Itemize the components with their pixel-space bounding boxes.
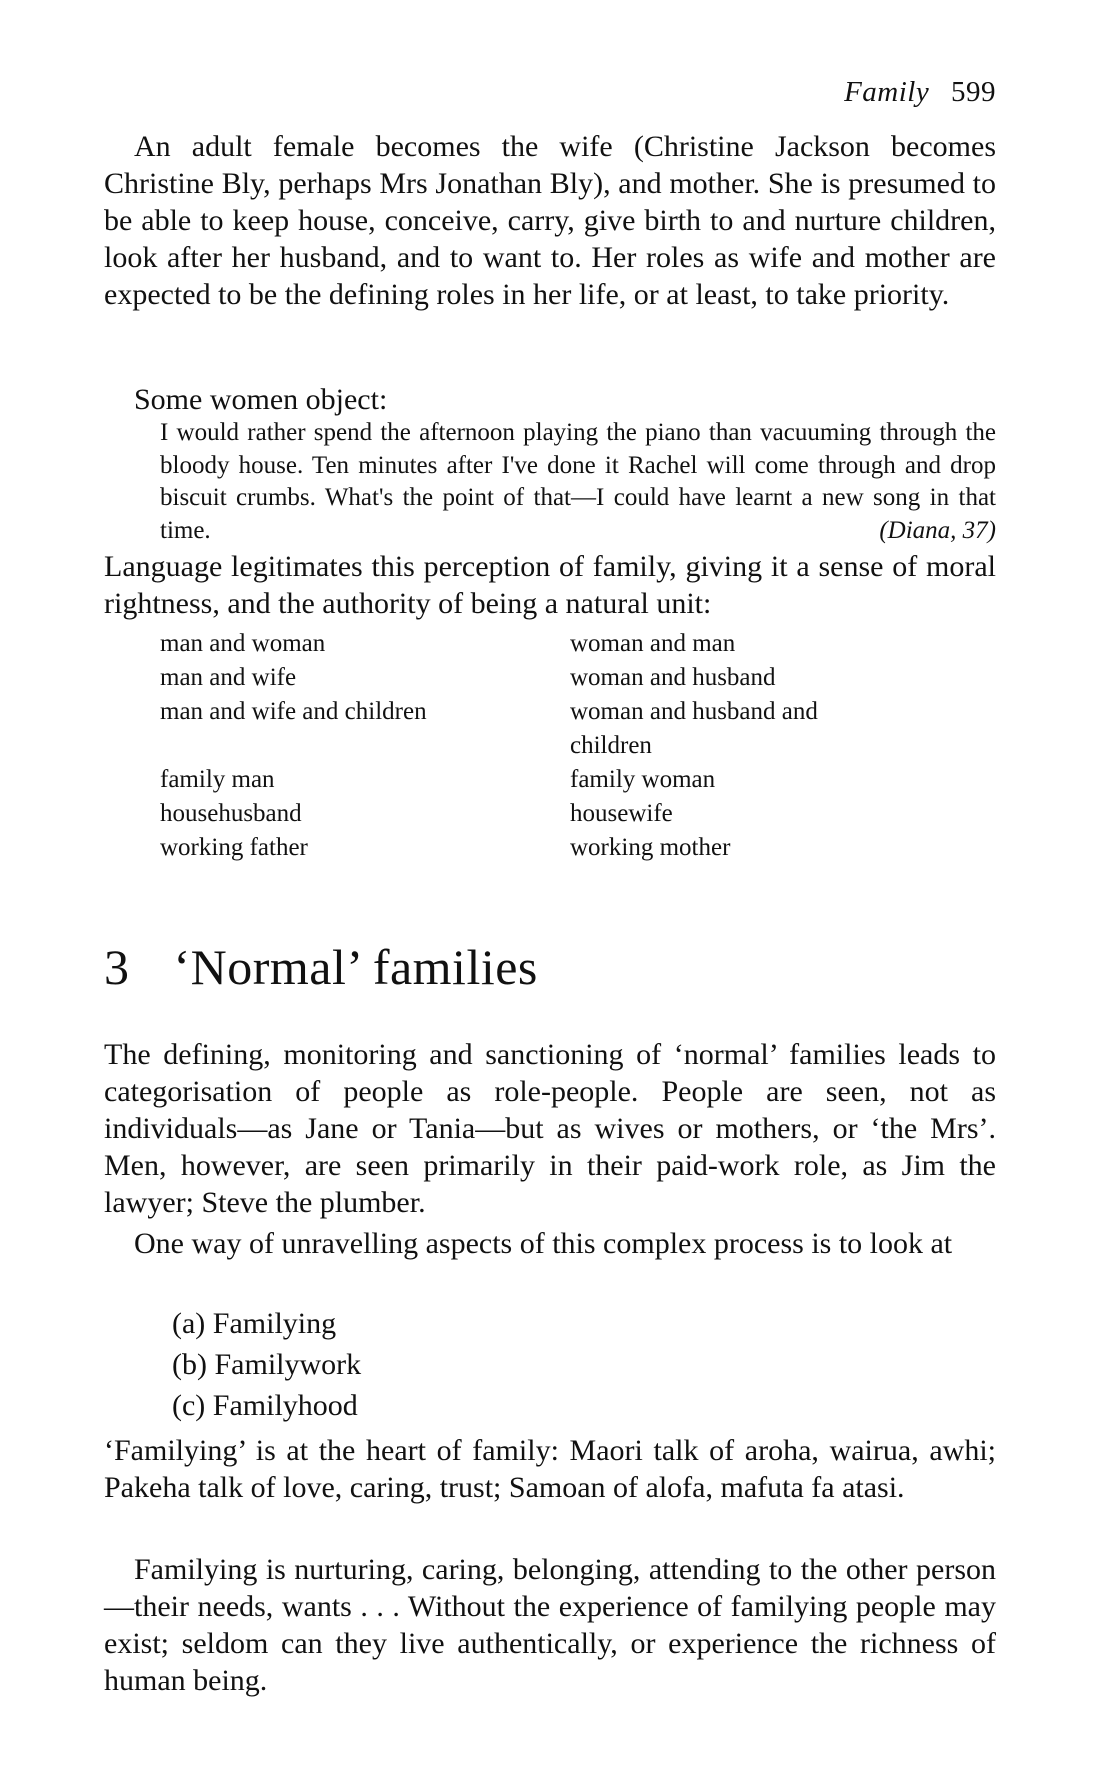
word-pair-row bbox=[160, 729, 960, 763]
list-item: (b) Familywork bbox=[172, 1348, 362, 1381]
paragraph-text: Familying is nurturing, caring, belonging, attending to the other person—their needs, wants . . . Without the experience of familying people may exist; seldom can they live authentically, or experience the richness of human being. bbox=[104, 1553, 996, 1697]
paragraph-text: One way of unravelling aspects of this complex process is to look at bbox=[134, 1227, 953, 1260]
word-pair-left: family man bbox=[160, 766, 275, 793]
paragraph-text: The defining, monitoring and sanctioning of ‘normal’ families leads to categorisation of people as role-people. People are seen, not as individuals—as Jane or Tania—but as wives or mothers, or ‘the Mrs’. Men, however, are seen primarily in their paid-work role, as Jim the lawyer; Steve the plumber. bbox=[104, 1038, 996, 1219]
paragraph-role-people bbox=[104, 1036, 996, 1221]
word-pair-left: man and wife bbox=[160, 664, 297, 691]
paragraph-unravelling bbox=[104, 1225, 996, 1262]
quote-citation: (Diana, 37) bbox=[879, 516, 996, 544]
running-head bbox=[844, 76, 996, 109]
list-item: (c) Familyhood bbox=[172, 1389, 358, 1422]
section-heading bbox=[104, 938, 538, 996]
paragraph-text: ‘Familying’ is at the heart of family: Maori talk of aroha, wairua, awhi; Pakeha talk of love, caring, trust; Samoan of alofa, mafuta fa atasi. bbox=[104, 1434, 996, 1504]
word-pair-row bbox=[160, 763, 960, 797]
word-pair-right: woman and man bbox=[570, 630, 736, 657]
word-pair-row bbox=[160, 661, 960, 695]
page-number: 599 bbox=[951, 76, 996, 108]
paragraph-language bbox=[104, 548, 996, 622]
quote-text: I would rather spend the afternoon playing the piano than vacuuming through the bloody house. Ten minutes after I've done it Rachel will come through and drop biscuit crumbs. What's the point of that—I could have learnt a new song in that time. bbox=[160, 419, 996, 544]
word-pair-right: woman and husband and bbox=[570, 698, 818, 725]
word-pair-left: man and woman bbox=[160, 630, 326, 657]
lettered-list bbox=[172, 1303, 361, 1426]
word-pair-row bbox=[160, 695, 960, 729]
word-pair-right: family woman bbox=[570, 766, 716, 793]
word-pair-left bbox=[160, 729, 570, 763]
list-item: (a) Familying bbox=[172, 1307, 337, 1340]
word-pair-row bbox=[160, 797, 960, 831]
word-pair-left: man and wife and children bbox=[160, 698, 427, 725]
paragraph-women-object bbox=[104, 381, 996, 418]
word-pair-right: working mother bbox=[570, 834, 731, 861]
word-pair-list bbox=[160, 627, 960, 865]
word-pair-row bbox=[160, 627, 960, 661]
paragraph-wife-role bbox=[104, 128, 996, 313]
paragraph-text: Language legitimates this perception of family, giving it a sense of moral rightness, and the authority of being a natural unit: bbox=[104, 550, 996, 620]
section-title: ‘Normal’ families bbox=[173, 939, 538, 995]
section-number: 3 bbox=[104, 939, 130, 995]
block-quote bbox=[160, 417, 996, 547]
paragraph-familying-heart bbox=[104, 1432, 996, 1506]
paragraph-text: An adult female becomes the wife (Christine Jackson becomes Christine Bly, perhaps Mrs Jonathan Bly), and mother. She is presumed to be able to keep house, conceive, carry, give birth to and nurture children, look after her husband, and to want to. Her roles as wife and mother are expected to be the defining roles in her life, or at least, to take priority. bbox=[104, 130, 996, 311]
word-pair-right: woman and husband bbox=[570, 664, 776, 691]
word-pair-right: housewife bbox=[570, 800, 673, 827]
word-pair-row bbox=[160, 831, 960, 865]
word-pair-left: househusband bbox=[160, 800, 302, 827]
running-head-title: Family bbox=[844, 76, 930, 108]
paragraph-text: Some women object: bbox=[134, 383, 388, 416]
word-pair-left: working father bbox=[160, 834, 308, 861]
paragraph-familying-nurturing bbox=[104, 1551, 996, 1699]
word-pair-right: children bbox=[570, 732, 652, 759]
